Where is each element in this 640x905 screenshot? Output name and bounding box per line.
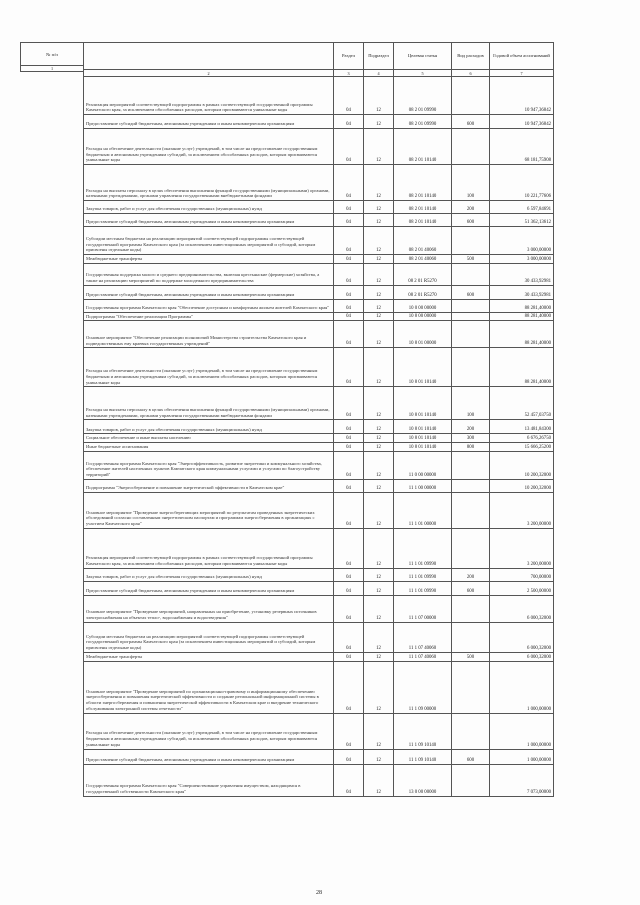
row-podrazdel: 12 (364, 492, 394, 528)
row-amount: 10 221,77606 (490, 165, 554, 201)
row-amount: 10 200,32000 (490, 479, 554, 492)
row-stat: 11 1 09 00000 (394, 661, 452, 713)
row-amount: 88 281,40000 (490, 321, 554, 348)
row-podrazdel: 12 (364, 165, 394, 201)
row-name: Основное мероприятие "Проведение мероприятий по организационно-правовому и информационному обеспечению энергосбережения и повышения энергетической эффективности и создание региональной информационной системы в области энергосбережения и повышения энергетической эффективности в Камчатском крае и внедрение технического обслуживания электронной системы отчетности" (84, 661, 334, 713)
row-razdel: 04 (334, 713, 364, 749)
row-stat: 11 1 07 40060 (394, 622, 452, 652)
row-podrazdel: 12 (364, 129, 394, 165)
row-razdel: 04 (334, 77, 364, 115)
table-row (84, 255, 554, 264)
row-name: Субсидии местным бюджетам на реализацию мероприятий соответствующей подпрограммы соответствующей государственной программы Камчатского края (за исключением инвестиционных мероприятий и субсидий, которым присвоены отдельные коды) (84, 227, 334, 255)
row-vid: 800 (452, 443, 490, 452)
index-row (84, 70, 554, 77)
table-row (84, 214, 554, 227)
row-podrazdel: 12 (364, 652, 394, 661)
row-name: Иные бюджетные ассигнования (84, 443, 334, 452)
row-vid (452, 451, 490, 479)
table-row (84, 387, 554, 420)
table-row (84, 299, 554, 312)
row-stat: 10 8 00 00000 (394, 312, 452, 321)
page-number: 28 (316, 890, 322, 896)
row-amount: 52 457,03750 (490, 387, 554, 420)
row-name: Закупка товаров, работ и услуг для обеспечения государственных (муниципальных) нужд (84, 568, 334, 581)
row-podrazdel: 12 (364, 420, 394, 434)
row-vid (452, 321, 490, 348)
row-vid (452, 129, 490, 165)
row-podrazdel: 12 (364, 321, 394, 348)
row-name: Реализация мероприятий соответствующей подпрограммы в рамках соответствующей государственной программы Камчатского края, за исключением обособленных расходов, которым присваиваются уникальные коды (84, 77, 334, 115)
index-cell: 6 (452, 70, 490, 77)
row-stat: 10 8 01 10140 (394, 387, 452, 420)
row-vid: 100 (452, 387, 490, 420)
row-stat: 08 2 01 09990 (394, 115, 452, 129)
row-stat: 08 2 01 10140 (394, 201, 452, 214)
row-razdel: 04 (334, 129, 364, 165)
row-vid: 200 (452, 201, 490, 214)
index-num: 1 (20, 66, 83, 72)
row-name: Государственная программа Камчатского края "Энергоэффективность, развитие энергетики и коммунального хозяйства, обеспечение жителей населенных пунктов Камчатского края коммунальными услугами и услугами по благоустройству территорий" (84, 451, 334, 479)
row-name: Предоставление субсидий бюджетным, автономным учреждениям и иным некоммерческим организациям (84, 115, 334, 129)
row-stat: 11 0 00 00000 (394, 451, 452, 479)
row-podrazdel: 12 (364, 479, 394, 492)
row-razdel: 04 (334, 492, 364, 528)
table-row (84, 764, 554, 796)
row-vid: 500 (452, 255, 490, 264)
row-vid: 600 (452, 115, 490, 129)
row-stat: 11 1 07 40060 (394, 652, 452, 661)
row-stat: 10 8 01 10140 (394, 434, 452, 443)
row-razdel: 04 (334, 263, 364, 285)
table-row (84, 312, 554, 321)
row-name: Предоставление субсидий бюджетным, автономным учреждениям и иным некоммерческим организациям (84, 581, 334, 595)
row-razdel: 04 (334, 387, 364, 420)
row-podrazdel: 12 (364, 115, 394, 129)
row-stat: 11 1 09 10140 (394, 749, 452, 764)
table-row (84, 479, 554, 492)
table-header (84, 43, 554, 70)
table-row (84, 227, 554, 255)
index-cell: 4 (364, 70, 394, 77)
row-vid (452, 622, 490, 652)
table-row (84, 492, 554, 528)
row-razdel: 04 (334, 227, 364, 255)
row-vid (452, 348, 490, 387)
row-name: Расходы на обеспечение деятельности (оказание услуг) учреждений, в том числе на предоставление государственным бюджетным и автономным учреждениям субсидий, за исключением обособленных расходов, которым присваиваются уникальные коды (84, 713, 334, 749)
row-amount: 10 947,36842 (490, 77, 554, 115)
row-amount: 15 666,25200 (490, 443, 554, 452)
row-vid (452, 479, 490, 492)
row-name: Межбюджетные трансферты (84, 652, 334, 661)
row-podrazdel: 12 (364, 312, 394, 321)
row-name: Предоставление субсидий бюджетным, автономным учреждениям и иным некоммерческим организациям (84, 749, 334, 764)
row-name: Социальное обеспечение и иные выплаты населению (84, 434, 334, 443)
row-amount: 10 200,32000 (490, 451, 554, 479)
table-row (84, 595, 554, 622)
table-row (84, 434, 554, 443)
row-stat: 10 8 01 10140 (394, 443, 452, 452)
row-amount: 3 200,00000 (490, 492, 554, 528)
row-stat: 08 2 01 40060 (394, 227, 452, 255)
row-vid (452, 77, 490, 115)
row-name: Государственная программа Камчатского края "Совершенствование управления имуществом, находящимся в государственной собственности Камчатского края" (84, 764, 334, 796)
row-amount: 51 362,13612 (490, 214, 554, 227)
row-name: Расходы на обеспечение деятельности (оказание услуг) учреждений, в том числе на предоставление государственным бюджетным и автономным учреждениям субсидий, за исключением обособленных расходов, которым присваиваются уникальные коды (84, 348, 334, 387)
row-name: Основное мероприятие "Проведение мероприятий, направленных на приобретение, установку резервных источников электроснабжения на объектах тепло-, водоснабжения и водоотведения" (84, 595, 334, 622)
row-name: Расходы на обеспечение деятельности (оказание услуг) учреждений, в том числе на предоставление государственным бюджетным и автономным учреждениям субсидий, за исключением обособленных расходов, которым присваиваются уникальные коды (84, 129, 334, 165)
row-vid: 500 (452, 652, 490, 661)
row-stat: 10 8 01 10140 (394, 420, 452, 434)
row-stat: 11 1 01 00000 (394, 492, 452, 528)
header-amount: Годовой объем ассигнований (490, 43, 554, 70)
row-stat: 11 1 01 09990 (394, 568, 452, 581)
row-podrazdel: 12 (364, 348, 394, 387)
row-name: Подпрограмма "Энергосбережение и повышение энергетической эффективности в Камчатском крае" (84, 479, 334, 492)
row-name: Предоставление субсидий бюджетным, автономным учреждениям и иным некоммерческим организациям (84, 214, 334, 227)
row-name: Реализация мероприятий соответствующей подпрограммы в рамках соответствующей государственной программы Камчатского края, за исключением обособленных расходов, которым присваиваются уникальные коды (84, 528, 334, 568)
row-vid (452, 492, 490, 528)
row-podrazdel: 12 (364, 581, 394, 595)
row-razdel: 04 (334, 595, 364, 622)
row-podrazdel: 12 (364, 713, 394, 749)
row-razdel: 04 (334, 201, 364, 214)
row-podrazdel: 12 (364, 434, 394, 443)
row-razdel: 04 (334, 255, 364, 264)
row-razdel: 04 (334, 443, 364, 452)
row-amount: 2 500,00000 (490, 581, 554, 595)
table-row (84, 77, 554, 115)
row-razdel: 04 (334, 764, 364, 796)
row-amount: 6 676,26750 (490, 434, 554, 443)
row-podrazdel: 12 (364, 201, 394, 214)
row-podrazdel: 12 (364, 255, 394, 264)
row-podrazdel: 12 (364, 622, 394, 652)
row-amount: 6 597,84691 (490, 201, 554, 214)
row-podrazdel: 12 (364, 299, 394, 312)
row-vid: 600 (452, 749, 490, 764)
row-razdel: 04 (334, 214, 364, 227)
header-razdel: Раздел (334, 43, 364, 70)
row-stat: 10 0 00 00000 (394, 299, 452, 312)
row-vid: 600 (452, 285, 490, 299)
row-name: Межбюджетные трансферты (84, 255, 334, 264)
row-vid (452, 713, 490, 749)
table-row (84, 622, 554, 652)
row-vid (452, 595, 490, 622)
row-stat: 11 1 09 10140 (394, 713, 452, 749)
row-podrazdel: 12 (364, 443, 394, 452)
row-vid (452, 227, 490, 255)
header-vid: Вид расходов (452, 43, 490, 70)
table-row (84, 528, 554, 568)
row-razdel: 04 (334, 321, 364, 348)
row-podrazdel: 12 (364, 77, 394, 115)
row-vid (452, 299, 490, 312)
row-amount: 3 000,00000 (490, 255, 554, 264)
index-cell: 7 (490, 70, 554, 77)
row-amount: 6 000,32000 (490, 595, 554, 622)
row-amount: 1 000,00000 (490, 661, 554, 713)
row-name: Предоставление субсидий бюджетным, автономным учреждениям и иным некоммерческим организациям (84, 285, 334, 299)
table-row (84, 749, 554, 764)
row-stat: 08 2 01 09990 (394, 77, 452, 115)
row-stat: 10 8 01 10140 (394, 348, 452, 387)
row-amount: 6 000,32000 (490, 652, 554, 661)
table-row (84, 321, 554, 348)
row-podrazdel: 12 (364, 568, 394, 581)
row-razdel: 04 (334, 165, 364, 201)
row-amount: 88 281,40000 (490, 348, 554, 387)
row-vid: 200 (452, 420, 490, 434)
row-stat: 08 2 01 R5270 (394, 263, 452, 285)
table-row (84, 115, 554, 129)
row-razdel: 04 (334, 622, 364, 652)
table-row (84, 713, 554, 749)
table-row (84, 581, 554, 595)
row-vid: 600 (452, 214, 490, 227)
row-amount: 30 433,92981 (490, 263, 554, 285)
table-row (84, 568, 554, 581)
row-amount: 6 000,32000 (490, 622, 554, 652)
row-amount: 10 947,36842 (490, 115, 554, 129)
row-stat: 13 0 00 00000 (394, 764, 452, 796)
header-stat: Целевая статья (394, 43, 452, 70)
budget-table (83, 42, 554, 797)
row-podrazdel: 12 (364, 227, 394, 255)
row-amount: 68 181,75908 (490, 129, 554, 165)
row-name: Субсидии местным бюджетам на реализацию мероприятий соответствующей подпрограммы соответствующей государственной программы Камчатского края (за исключением инвестиционных мероприятий и субсидий, которым присвоены отдельные коды) (84, 622, 334, 652)
index-cell: 5 (394, 70, 452, 77)
row-vid (452, 764, 490, 796)
index-cell: 2 (84, 70, 334, 77)
table-row (84, 348, 554, 387)
row-vid (452, 528, 490, 568)
row-razdel: 04 (334, 568, 364, 581)
row-name: Расходы на выплаты персоналу в целях обеспечения выполнения функций государственными (муниципальными) органами, казенными учреждениями, органами управления государственными внебюджетными фондами (84, 387, 334, 420)
row-podrazdel: 12 (364, 764, 394, 796)
row-vid: 200 (452, 568, 490, 581)
row-amount: 88 281,40000 (490, 299, 554, 312)
header-name (84, 43, 334, 70)
row-podrazdel: 12 (364, 214, 394, 227)
table-row (84, 652, 554, 661)
row-razdel: 04 (334, 528, 364, 568)
row-razdel: 04 (334, 420, 364, 434)
row-podrazdel: 12 (364, 285, 394, 299)
row-razdel: 04 (334, 652, 364, 661)
index-cell: 3 (334, 70, 364, 77)
header-num: № п/п (20, 42, 83, 66)
row-stat: 11 1 07 00000 (394, 595, 452, 622)
row-razdel: 04 (334, 115, 364, 129)
row-stat: 11 1 01 09990 (394, 581, 452, 595)
row-stat: 08 2 01 R5270 (394, 285, 452, 299)
row-stat: 11 1 01 09990 (394, 528, 452, 568)
row-razdel: 04 (334, 749, 364, 764)
table-row (84, 285, 554, 299)
row-amount: 3 000,00000 (490, 227, 554, 255)
table-row (84, 661, 554, 713)
row-razdel: 04 (334, 661, 364, 713)
row-podrazdel: 12 (364, 263, 394, 285)
row-vid (452, 263, 490, 285)
row-podrazdel: 12 (364, 528, 394, 568)
row-vid: 100 (452, 165, 490, 201)
row-stat: 11 1 00 00000 (394, 479, 452, 492)
row-razdel: 04 (334, 285, 364, 299)
row-name: Закупка товаров, работ и услуг для обеспечения государственных (муниципальных) нужд (84, 201, 334, 214)
row-stat: 08 2 01 10140 (394, 165, 452, 201)
row-name: Подпрограмма "Обеспечение реализации Программы" (84, 312, 334, 321)
row-stat: 08 2 01 10140 (394, 129, 452, 165)
row-podrazdel: 12 (364, 661, 394, 713)
table-row (84, 443, 554, 452)
row-name: Закупка товаров, работ и услуг для обеспечения государственных (муниципальных) нужд (84, 420, 334, 434)
table-row (84, 129, 554, 165)
row-vid: 300 (452, 434, 490, 443)
header-podrazdel: Подраздел (364, 43, 394, 70)
row-amount: 700,00000 (490, 568, 554, 581)
row-razdel: 04 (334, 581, 364, 595)
row-razdel: 04 (334, 434, 364, 443)
table-row (84, 201, 554, 214)
row-amount: 1 000,00000 (490, 713, 554, 749)
row-name: Государственная поддержка малого и среднего предпринимательства, включая крестьянские (фермерские) хозяйства, а также на реализацию мероприятий по поддержке молодежного предпринимательства (84, 263, 334, 285)
table-row (84, 420, 554, 434)
row-vid: 600 (452, 581, 490, 595)
row-stat: 10 8 01 00000 (394, 321, 452, 348)
row-amount: 3 200,00000 (490, 528, 554, 568)
row-razdel: 04 (334, 312, 364, 321)
row-razdel: 04 (334, 348, 364, 387)
row-amount: 30 433,92981 (490, 285, 554, 299)
row-vid (452, 661, 490, 713)
table-row (84, 165, 554, 201)
row-amount: 7 073,00000 (490, 764, 554, 796)
row-vid (452, 312, 490, 321)
row-name: Основное мероприятие "Проведение энергосберегающих мероприятий по результатам проведенных энергетических обследований согласно составленным энергетическим паспортам и программам энергосбережения в организациях с участием Камчатского края" (84, 492, 334, 528)
row-name: Государственная программа Камчатского края "Обеспечение доступным и комфортным жильем жителей Камчатского края" (84, 299, 334, 312)
row-razdel: 04 (334, 299, 364, 312)
row-podrazdel: 12 (364, 595, 394, 622)
row-razdel: 04 (334, 479, 364, 492)
table-row (84, 263, 554, 285)
row-podrazdel: 12 (364, 749, 394, 764)
row-name: Расходы на выплаты персоналу в целях обеспечения выполнения функций государственными (муниципальными) органами, казенными учреждениями, органами управления государственными внебюджетными фондами (84, 165, 334, 201)
row-name: Основное мероприятие "Обеспечение реализации полномочий Министерства строительства Камчатского края и подведомственных ему краевых государственных учреждений" (84, 321, 334, 348)
row-stat: 08 2 01 40060 (394, 255, 452, 264)
row-amount: 1 000,00000 (490, 749, 554, 764)
row-stat: 08 2 01 10140 (394, 214, 452, 227)
row-amount: 88 281,40000 (490, 312, 554, 321)
row-razdel: 04 (334, 451, 364, 479)
row-amount: 13 481,84300 (490, 420, 554, 434)
row-podrazdel: 12 (364, 387, 394, 420)
table-row (84, 451, 554, 479)
row-podrazdel: 12 (364, 451, 394, 479)
